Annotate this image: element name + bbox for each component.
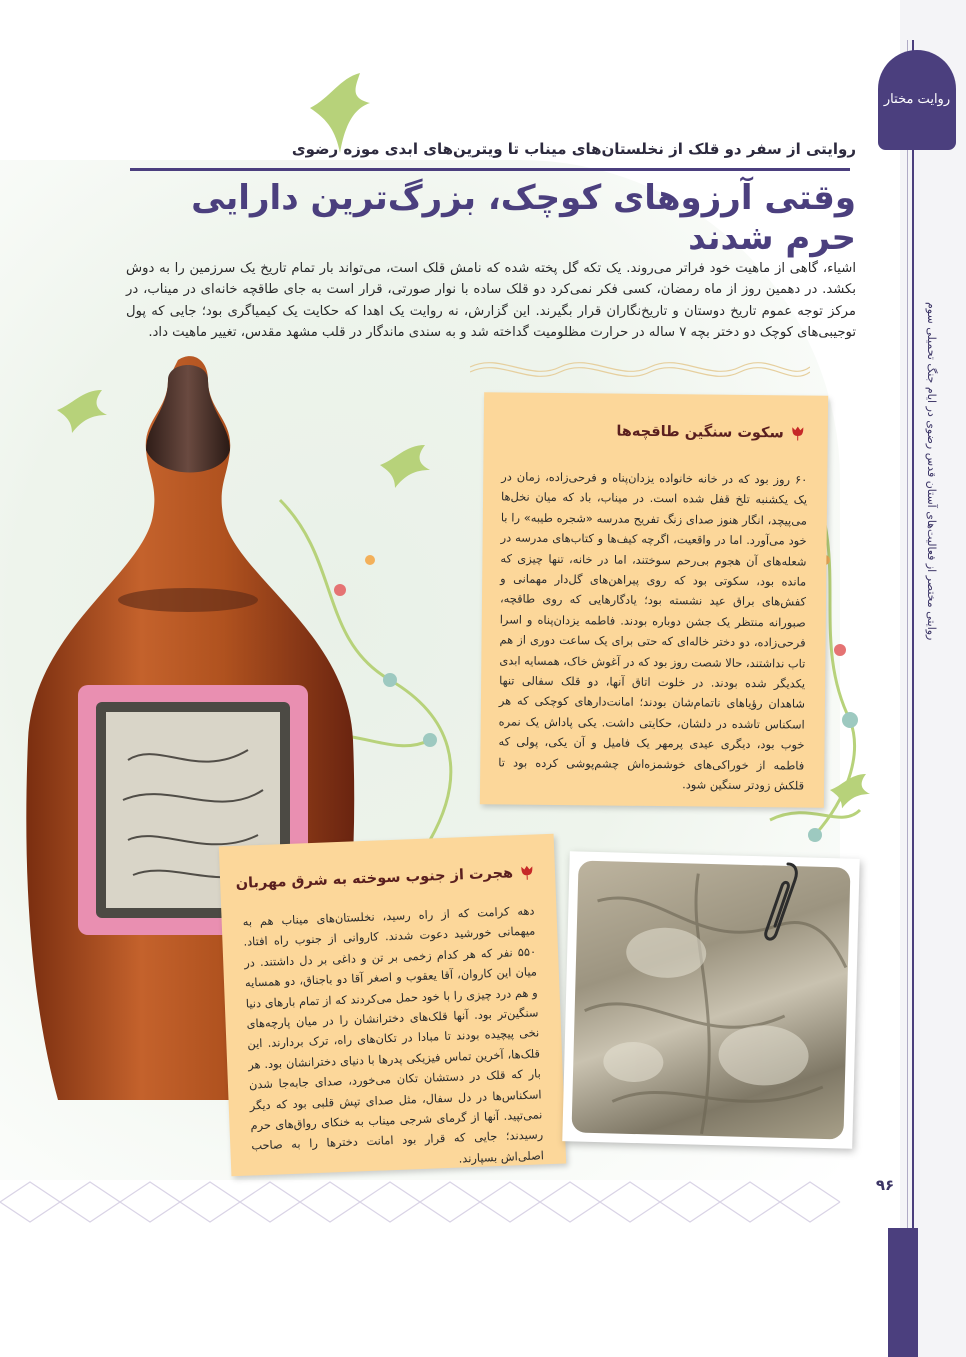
photo-frame [562, 851, 859, 1148]
kicker: روایتی از سفر دو قلک از نخلستان‌های میناب تا ویترین‌های ابدی موزه رضوی [291, 140, 856, 158]
ornament-divider [470, 352, 810, 382]
series-logo-text: روایت مختار [883, 92, 951, 108]
tulip-icon [519, 864, 536, 881]
sidebar-box-silence [480, 392, 828, 808]
page-title: وقتی آرزوهای کوچک، بزرگ‌ترین دارایی حرم شدند [191, 178, 856, 258]
ornament-divider [0, 1176, 850, 1228]
box-heading-text: سکوت سنگین طاقچه‌ها [616, 423, 784, 442]
box-body: دهه کرامت که از راه رسید، نخلستان‌های میناب هم به میهمانی خورشید دعوت شدند. کاروانی از جنوب راه افتاد. ۵۵۰ نفر که هر کدام زخمی بر تن و داغی بر دل داشتند. در میان این کاروان، آقا یعقوب و اصغر آقا دو باجناق، دو همسایه و هم درد چیزی را با خود حمل می‌کردند که از تمام بارهای دنیا سنگین‌تر بود. آنها قلک‌های دخترانشان را در میان پارچه‌های نخی پیچیده بودند تا مبادا در تکان‌های راه، ترک بردارند. این قلک‌ها، آخرین تماس فیزیکی پدرها با دنیای دخترانشان بود. هر بار که قلک در دستشان تکان می‌خورد، صدای جابه‌جا شدن اسکناس‌ها در دل سفال، مثل صدای تپش قلبی بود که دیگر نمی‌تپید. آنها از گرمای شرجی میناب به خنکای رواق‌های حرم رسیدند؛ جایی که قرار بود امانت دخترها را به صاحب اصلی‌اش بسپارند. [242, 903, 545, 1166]
burned-fabric-photo [571, 860, 850, 1139]
box-heading [616, 424, 806, 442]
kicker-rule [130, 168, 850, 171]
paperclip-icon [760, 856, 800, 946]
side-tab [888, 1228, 918, 1357]
tulip-icon [790, 425, 806, 441]
side-caption: روایتی مختصر از فعالیت‌های آستان قدس رضوی در ایام جنگ تحمیلی سوم [925, 301, 938, 640]
box-body: ۶۰ روز بود که در خانه خانواده یزدان‌پناه و فرحی‌زاده، زمان در یک یکشنبه تلخ قفل شده است. در میناب، باد که میان نخل‌ها می‌پیچد، انگار هنوز صدای زنگ تفریح مدرسه «شجره طیبه» را با خود می‌آورد. اما در واقعیت، اگرچه کیف‌ها و کتاب‌های مدرسه در شعله‌های آن هجوم بی‌رحم سوختند، اما در خانه، تنها چیزی که مانده بود، سکوتی بود که روی پیراهن‌های گل‌دار مهمانی و کفش‌های براق عید نشسته بود؛ یادگارهایی که روی طاقچه، صبورانه منتظر یک جشن دوباره بودند. فاطمه یزدان‌پناه و اسرا فرحی‌زاده، دو دختر خاله‌ای که حتی برای یک ساعت دوری از هم تاب نداشتند، حالا شصت روز بود که در آغوش خاک، همسایه ابدی یکدیگر شده بودند. در خلوت اتاق آنها، دو قلک سفالی تنها شاهدان رؤیاهای ناتمام‌شان بودند؛ امانت‌دارهای کوچکی که هر اسکناس تاشده در دلشان، حکایتی داشت. یکی پاداش یک نمره خوب بود، دیگری عیدی پرمهر یک فامیل و آن یکی، پولی که فاطمه از خوراکی‌های خوشمزه‌اش چشم‌پوشی کرده بود تا قلکش زودتر سنگین شود. [498, 469, 808, 793]
box-heading [235, 864, 535, 891]
box-heading-text: هجرت از جنوب سوخته به شرق مهربان [235, 865, 514, 892]
side-rule [912, 40, 914, 1230]
side-rule [907, 40, 908, 1230]
page-number: ۹۶ [875, 1176, 895, 1194]
sidebar-box-migration [219, 834, 566, 1177]
intro-paragraph: اشیاء، گاهی از ماهیت خود فراتر می‌روند. یک تکه گل پخته شده که نامش قلک است، می‌تواند بار تمام تاریخ یک سرزمین را به دوش بکشد. در دهمین روز از ماه رمضان، کسی فکر نمی‌کرد دو قلک ساده با نوار صورتی، قرار است به جای طاقچه خانه‌ای در میناب، در مرکز توجه عموم تاریخ دوستان و تاریخ‌نگاران قرار بگیرند. این گزارش، نه روایت یک اهدا که حکایت یک کیمیاگری بود؛ جایی که پول توجیبی‌های کوچک دو دختر بچه ۷ ساله در حرارت مظلومیت گداخته شد و به سندی ماندگار در قلب مشهد مقدس، تغییر ماهیت داد. [126, 261, 856, 341]
series-logo [878, 50, 956, 150]
